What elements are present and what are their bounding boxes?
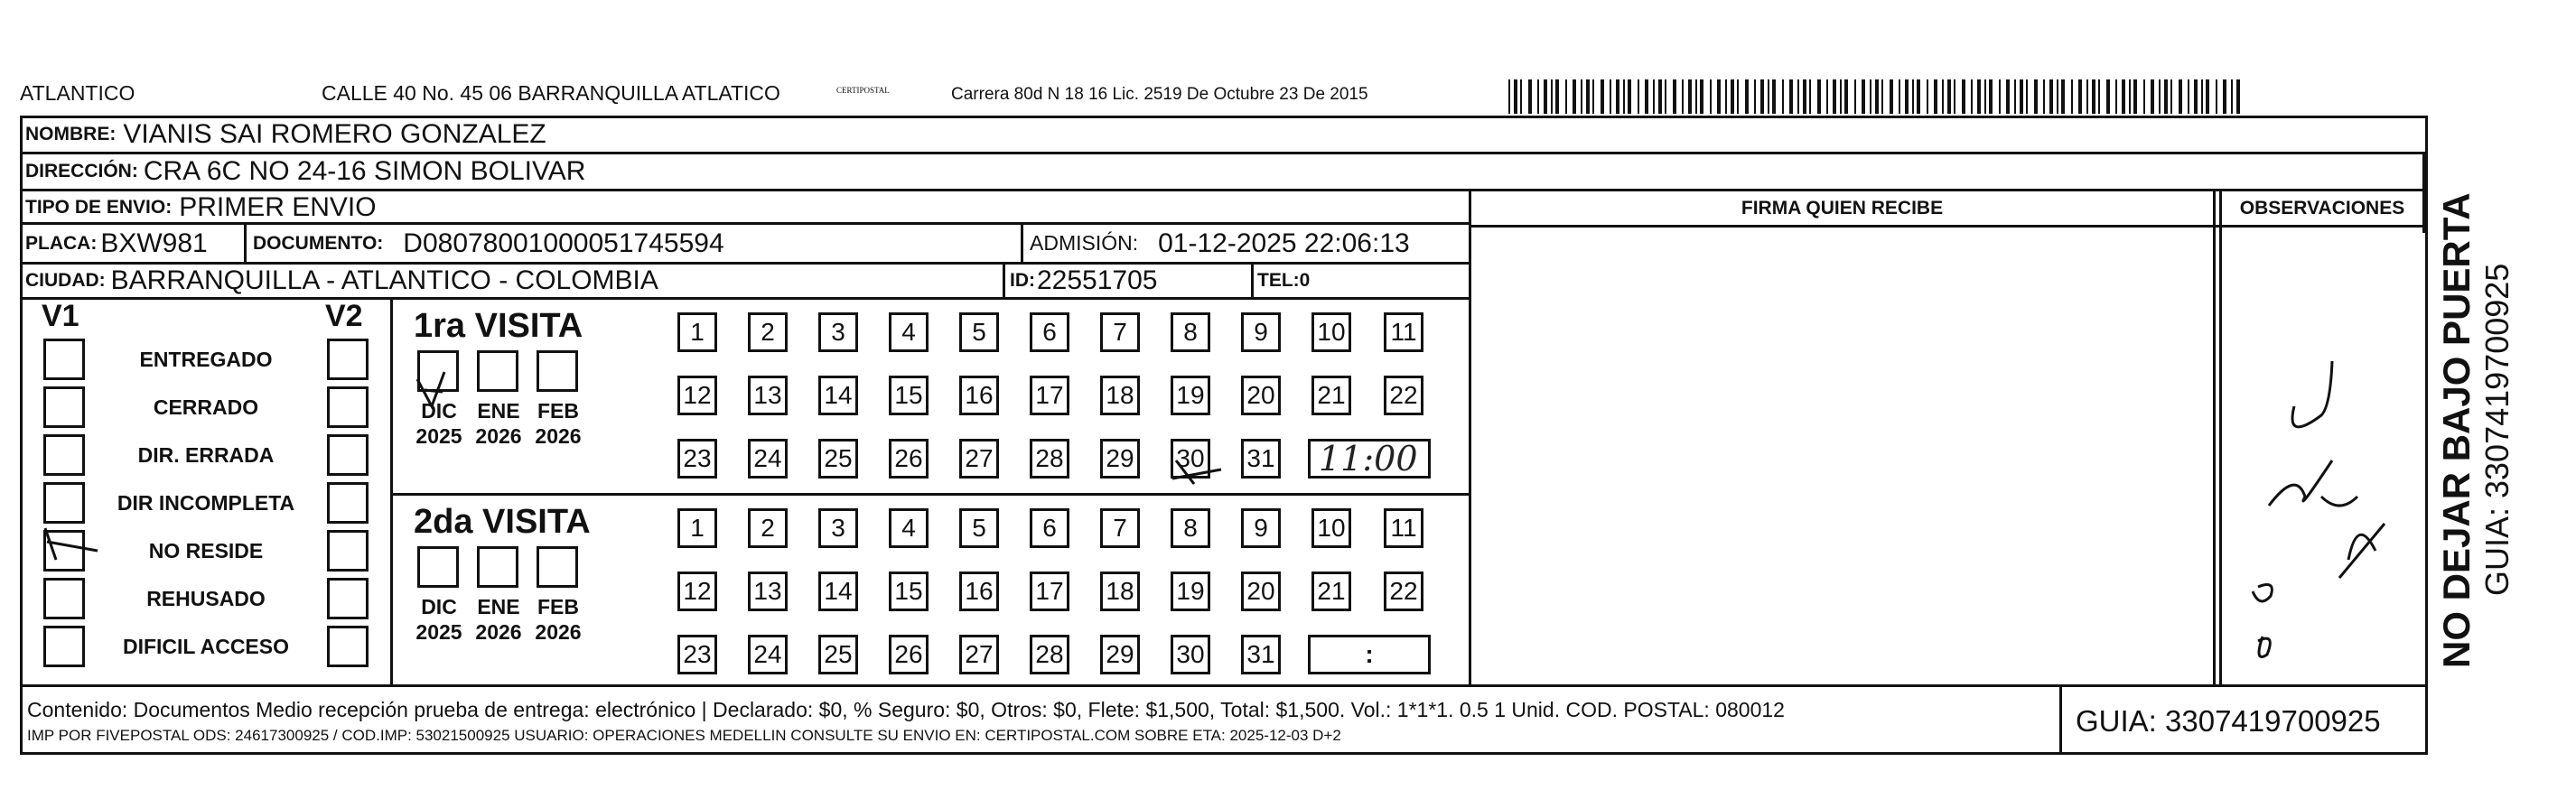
day-box[interactable]: 20 (1241, 376, 1281, 415)
day-30-strike (1172, 460, 1221, 484)
day-box[interactable]: 14 (818, 376, 858, 415)
day-box[interactable]: 12 (677, 572, 717, 611)
day-box[interactable]: 2 (748, 508, 788, 548)
day-box[interactable]: 14 (818, 572, 858, 611)
day-box[interactable]: 8 (1171, 508, 1210, 548)
day-box[interactable]: 27 (959, 635, 999, 674)
recipient-address: CRA 6C NO 24-16 SIMON BOLIVAR (143, 156, 586, 186)
day-box[interactable]: 10 (1311, 508, 1351, 548)
month-label: ENE (477, 595, 520, 618)
id-label: ID: (1010, 269, 1035, 291)
observation-scribble (2253, 361, 2332, 657)
month-label: FEB (537, 595, 579, 618)
plate-value: BXW981 (100, 228, 208, 258)
time-box[interactable]: : (1308, 635, 1431, 674)
day-box[interactable]: 31 (1241, 635, 1281, 674)
day-box[interactable]: 31 (1241, 439, 1281, 479)
day-box[interactable]: 22 (1384, 376, 1423, 415)
day-box[interactable]: 6 (1030, 312, 1069, 352)
day-box[interactable]: 12 (677, 376, 717, 415)
day-box[interactable]: 25 (818, 439, 858, 479)
year-label: 2026 (535, 620, 582, 644)
plate-label: PLACA: (25, 232, 98, 254)
day-box[interactable]: 1 (677, 312, 717, 352)
imp-line: IMP POR FIVEPOSTAL ODS: 24617300925 / COD.IMP: 53021500925 USUARIO: OPERACIONES MEDELLIN CONSULTE SU ENVIO EN: CERTIPOSTAL.COM SOBRE ETA: 2025-12-03 D+2 (27, 727, 1341, 744)
day-box[interactable]: 9 (1241, 312, 1281, 352)
day-box[interactable]: 26 (889, 439, 929, 479)
city-value: BARRANQUILLA - ATLANTICO - COLOMBIA (110, 265, 658, 295)
license-text: Carrera 80d N 18 16 Lic. 2519 De Octubre 23 De 2015 (951, 85, 1368, 104)
day-box[interactable]: 21 (1311, 572, 1351, 611)
status-label: DIR INCOMPLETA (117, 491, 295, 515)
month-label: DIC (421, 595, 457, 618)
dic-check-mark (417, 372, 444, 406)
day-box[interactable]: 3 (818, 508, 858, 548)
day-box[interactable]: 16 (959, 572, 999, 611)
day-box[interactable]: 17 (1030, 376, 1069, 415)
day-box[interactable]: 30 (1171, 439, 1210, 479)
recipient-name: VIANIS SAI ROMERO GONZALEZ (123, 119, 546, 149)
day-box[interactable]: 26 (889, 635, 929, 674)
day-box[interactable]: 5 (959, 508, 999, 548)
status-label: REHUSADO (146, 587, 266, 610)
year-label: 2025 (415, 620, 462, 644)
day-box[interactable]: 23 (677, 635, 717, 674)
day-box[interactable]: 7 (1100, 312, 1140, 352)
sender-address: CALLE 40 No. 45 06 BARRANQUILLA ATLATICO (322, 81, 780, 105)
side-guia: GUIA: 3307419700925 (2478, 263, 2515, 596)
day-box[interactable]: 5 (959, 312, 999, 352)
second-visit-title: 2da VISITA (414, 503, 591, 541)
name-label: NOMBRE: (25, 124, 117, 144)
id-value: 22551705 (1037, 265, 1158, 295)
ship-type: PRIMER ENVIO (179, 191, 377, 222)
day-box[interactable]: 27 (959, 439, 999, 479)
day-box[interactable]: 18 (1100, 572, 1140, 611)
address-label: DIRECCIÓN: (25, 161, 138, 181)
day-box[interactable]: 2 (748, 312, 788, 352)
admission-label: ADMISIÓN: (1030, 231, 1139, 255)
day-box[interactable]: 13 (748, 376, 788, 415)
city-label: CIUDAD: (25, 269, 106, 291)
day-box[interactable]: 20 (1241, 572, 1281, 611)
day-box[interactable]: 23 (677, 439, 717, 479)
day-box[interactable]: 1 (677, 508, 717, 548)
day-box[interactable]: 7 (1100, 508, 1140, 548)
month-label: FEB (537, 399, 579, 423)
signature-header: FIRMA QUIEN RECIBE (1741, 197, 1944, 218)
day-box[interactable]: 19 (1171, 572, 1210, 611)
status-label: DIFICIL ACCESO (122, 635, 289, 658)
observations-header: OBSERVACIONES (2239, 197, 2405, 218)
day-box[interactable]: 19 (1171, 376, 1210, 415)
year-label: 2026 (535, 424, 582, 448)
admission-value: 01-12-2025 22:06:13 (1158, 228, 1410, 258)
day-box[interactable]: 15 (889, 376, 929, 415)
day-box[interactable]: 24 (748, 635, 788, 674)
certipostal-logo: CERTIPOSTAL (836, 86, 890, 95)
day-box[interactable]: 30 (1171, 635, 1210, 674)
tel-value: 0 (1299, 269, 1311, 291)
day-box[interactable]: 11 (1384, 312, 1423, 352)
day-box[interactable]: 24 (748, 439, 788, 479)
tel-label: TEL: (1257, 269, 1300, 291)
day-box[interactable]: 3 (818, 312, 858, 352)
ship-type-label: TIPO DE ENVIO: (25, 196, 173, 218)
status-label: NO RESIDE (148, 539, 264, 562)
day-box[interactable]: 15 (889, 572, 929, 611)
day-box[interactable]: 28 (1030, 635, 1069, 674)
day-box[interactable]: 8 (1171, 312, 1210, 352)
day-box[interactable]: 13 (748, 572, 788, 611)
day-box[interactable]: 4 (889, 312, 929, 352)
v2-header: V2 (325, 299, 363, 333)
day-box[interactable]: 17 (1030, 572, 1069, 611)
document-value: D08078001000051745594 (403, 228, 724, 258)
department-text: ATLANTICO (20, 81, 135, 105)
day-box[interactable]: 25 (818, 635, 858, 674)
handwritten-time: 11:00 (1319, 439, 1418, 479)
no-reside-mark (45, 528, 98, 560)
day-box[interactable]: 29 (1100, 439, 1140, 479)
day-box[interactable]: 6 (1030, 508, 1069, 548)
day-box[interactable]: 22 (1384, 572, 1423, 611)
footer-guia: GUIA: 3307419700925 (2076, 704, 2381, 738)
day-box[interactable]: 28 (1030, 439, 1069, 479)
first-visit-title: 1ra VISITA (414, 307, 583, 345)
day-box[interactable]: 21 (1311, 376, 1351, 415)
day-box[interactable]: 9 (1241, 508, 1281, 548)
year-label: 2026 (475, 620, 522, 644)
status-label: DIR. ERRADA (137, 443, 275, 467)
day-box[interactable]: 4 (889, 508, 929, 548)
no-dejar-warning: NO DEJAR BAJO PUERTA (2435, 192, 2478, 668)
year-label: 2025 (415, 424, 462, 448)
year-label: 2026 (475, 424, 522, 448)
document-label: DOCUMENTO: (253, 232, 384, 254)
day-box[interactable]: 29 (1100, 635, 1140, 674)
month-label: ENE (477, 399, 520, 423)
day-box[interactable]: 18 (1100, 376, 1140, 415)
v1-header: V1 (42, 299, 79, 333)
month-label: DIC (421, 399, 457, 423)
day-box[interactable]: 10 (1311, 312, 1351, 352)
contents-line: Contenido: Documentos Medio recepción prueba de entrega: electrónico | Declarado: $0, % Seguro: $0, Otros: $0, Flete: $1,500, Total: $1,500. Vol.: 1*1*1. 0.5 1 Unid. COD. POSTAL: 080012 (27, 698, 1785, 721)
status-label: ENTREGADO (139, 348, 273, 371)
day-box[interactable]: 11 (1384, 508, 1423, 548)
day-box[interactable]: 16 (959, 376, 999, 415)
status-label: CERRADO (153, 395, 259, 419)
